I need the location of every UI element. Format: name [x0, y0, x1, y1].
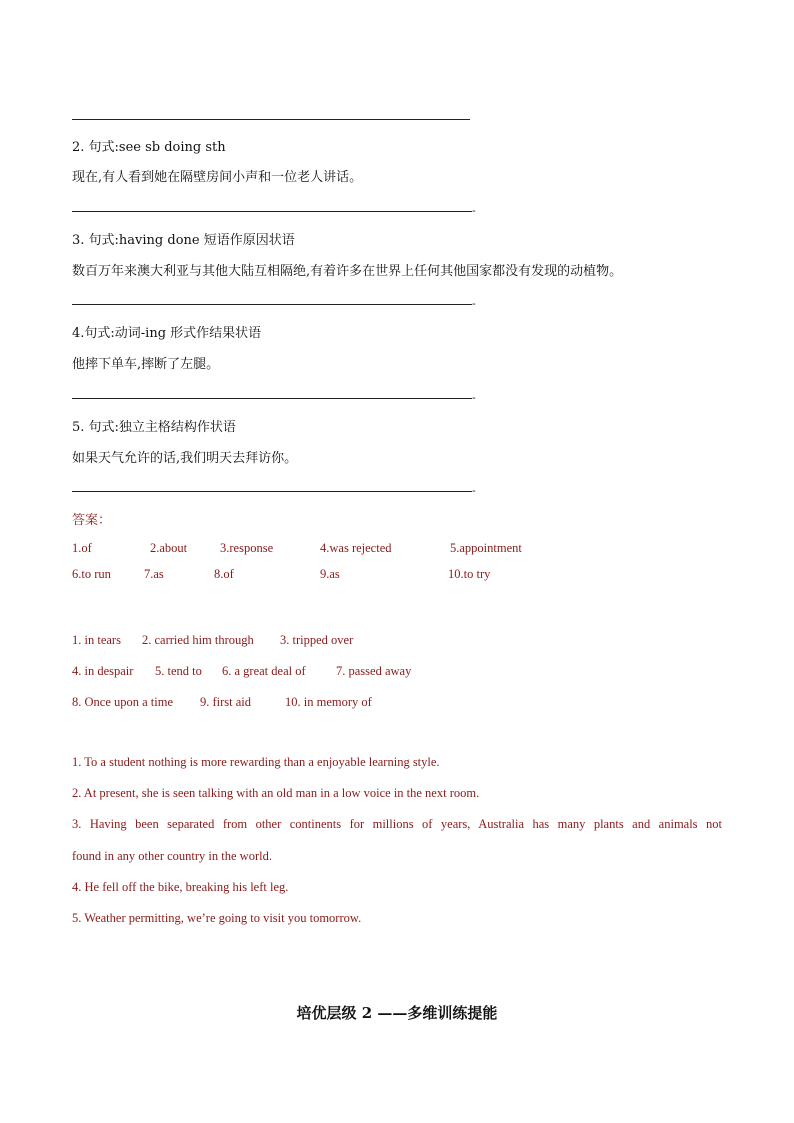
- phrase-answer: 9. first aid: [200, 695, 252, 709]
- exercise-5-chinese: 如果天气允许的话,我们明天去拜访你。: [72, 451, 298, 466]
- phrase-answer: 1. in tears: [72, 633, 121, 647]
- exercise-4-label: 4.句式:动词-ing 形式作结果状语: [72, 326, 262, 341]
- line-dash-3: -: [472, 297, 476, 310]
- translation-answer-2: 2. At present, she is seen talking with an old man in a low voice in the next room.: [72, 786, 480, 800]
- line-dash-2: -: [472, 204, 476, 217]
- answer-line-5: [72, 491, 472, 492]
- fill-answer: 10.to try: [448, 567, 491, 581]
- exercise-3-chinese: 数百万年来澳大利亚与其他大陆互相隔绝,有着许多在世界上任何其他国家都没有发现的动植物。: [72, 264, 623, 279]
- phrase-answer: 5. tend to: [155, 664, 202, 678]
- line-dash-4: -: [472, 391, 476, 404]
- fill-answer: 2.about: [150, 541, 188, 555]
- translation-answer-3-line-1: 3. Having been separated from other continents for millions of years, Australia has many plants and animals not: [72, 817, 722, 831]
- translation-answer-3-line-2: found in any other country in the world.: [72, 849, 272, 863]
- phrase-answer: 4. in despair: [72, 664, 134, 678]
- translation-answer-1: 1. To a student nothing is more rewarding than a enjoyable learning style.: [72, 755, 440, 769]
- fill-answer: 6.to run: [72, 567, 111, 581]
- phrase-answer: 6. a great deal of: [222, 664, 306, 678]
- fill-answer: 5.appointment: [450, 541, 522, 555]
- fill-answer: 3.response: [220, 541, 274, 555]
- exercise-3-label: 3. 句式:having done 短语作原因状语: [72, 233, 295, 248]
- exercise-5-label: 5. 句式:独立主格结构作状语: [72, 420, 236, 435]
- fill-answer: 8.of: [214, 567, 234, 581]
- answer-line-1: [72, 119, 470, 120]
- exercise-2-label: 2. 句式:see sb doing sth: [72, 140, 226, 155]
- translation-answer-5: 5. Weather permitting, we’re going to visit you tomorrow.: [72, 911, 362, 925]
- phrase-answer: 3. tripped over: [280, 633, 354, 647]
- phrase-answer: 8. Once upon a time: [72, 695, 174, 709]
- answers-label: 答案：: [72, 513, 112, 528]
- answer-line-3: [72, 304, 472, 305]
- fill-answer: 9.as: [320, 567, 340, 581]
- translation-answer-4: 4. He fell off the bike, breaking his left leg.: [72, 880, 289, 894]
- fill-answer: 4.was rejected: [320, 541, 392, 555]
- answer-line-2: [72, 211, 472, 212]
- exercise-4-chinese: 他摔下单车,摔断了左腿。: [72, 357, 220, 372]
- exercise-2-chinese: 现在,有人看到她在隔壁房间小声和一位老人讲话。: [72, 170, 363, 185]
- answer-line-4: [72, 398, 472, 399]
- phrase-answer: 7. passed away: [336, 664, 412, 678]
- phrase-answer: 2. carried him through: [142, 633, 254, 647]
- fill-answer: 1.of: [72, 541, 92, 555]
- line-dash-5: -: [472, 484, 476, 497]
- section-title: 培优层级 2 ——多维训练提能: [296, 1004, 498, 1022]
- fill-answer: 7.as: [144, 567, 164, 581]
- phrase-answer: 10. in memory of: [285, 695, 372, 709]
